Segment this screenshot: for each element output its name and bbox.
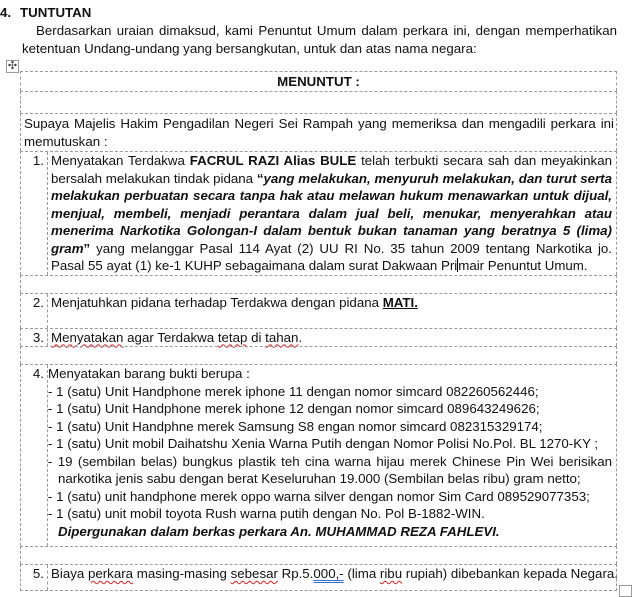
evidence-item: - 1 (satu) Unit Handphone merek iphone 12 dengan nomor simcard 089643249626; [48, 401, 540, 416]
table-move-handle-icon[interactable]: ✣ [7, 60, 18, 72]
quote-close: ” [83, 240, 91, 256]
item-1-lead: Menyatakan Terdakwa [51, 153, 190, 168]
table-resize-handle[interactable] [619, 585, 632, 597]
text-span: masing-masing [133, 566, 231, 581]
item-1-text [48, 152, 616, 275]
text-span: agar Terdakwa [123, 329, 218, 345]
evidence-item: - 1 (satu) unit mobil toyota Rush warna putih dengan No. Pol B-1882-WIN. [48, 506, 485, 521]
text-span: di [247, 329, 266, 345]
item-3-text [48, 329, 616, 347]
spell-word: Menyatakan [51, 329, 124, 345]
charge-text: yang melakukan, menyuruh melakukan, dan turut serta melakukan perbuatan secara tanpa hak atau melawan hukum menawarkan untuk dijual, menjual, membeli, menjadi perantara dalam jual beli, menukar, menyerahkan atau menerima Narkotika Golongan-I dalam bentuk bukan tanaman yang beratnya 5 (lima) gram [51, 170, 613, 256]
item-2-text [48, 294, 616, 328]
evidence-item: - 1 (satu) Unit mobil Daihatshu Xenia Warna Putih dengan Nomor Polisi No.Pol. BL 1270-KY ; [48, 436, 599, 451]
evidence-item: - 1 (satu) unit handphone merek oppo warna silver dengan nomor Sim Card 089529077353; [48, 488, 590, 504]
evidence-intro: Menyatakan barang bukti berupa : [48, 366, 250, 381]
evidence-item: - 1 (satu) Unit Handphone merek iphone 11 dengan nomor simcard 082260562446; [48, 383, 539, 399]
evidence-item: - 19 (sembilan belas) bungkus plastik teh cina warna hijau merek Chinese Pin Wei berisikan narkotika jenis sabu dengan berat Keseluruhan 19.000 (Sembilan belas ribu) gram netto; [48, 453, 612, 486]
evidence-usage: Dipergunakan dalam berkas perkara An. MUHAMMAD REZA FAHLEVI. [58, 523, 500, 539]
intro-text: Berdasarkan uraian dimaksud, kami Penuntut Umum dalam perkara ini, dengan memperhatikan ketentuan Undang-undang yang bersangkutan, untuk dan atas nama negara: [22, 23, 617, 56]
empty-row[interactable] [20, 275, 617, 293]
quote-open: “ [256, 170, 264, 186]
demands-table [20, 71, 617, 591]
preamble-cell[interactable] [20, 113, 617, 151]
item-number: 1. [21, 152, 48, 275]
demand-item-5[interactable] [20, 564, 617, 591]
spell-word: perkara [87, 566, 134, 581]
spell-word: tetap [217, 329, 248, 345]
intro-paragraph[interactable] [22, 22, 617, 57]
item-4-body [48, 365, 616, 546]
empty-row[interactable] [20, 346, 617, 364]
evidence-item: - 1 (satu) Unit Handphne merek Samsung S8 engan nomor simcard 082315329174; [48, 418, 543, 434]
demand-item-3[interactable] [20, 328, 617, 347]
empty-row[interactable] [20, 546, 617, 564]
section-title: TUNTUTAN [20, 5, 92, 20]
table-title: MENUNTUT : [277, 74, 360, 89]
spell-word: tahan [265, 329, 299, 345]
item-1-law: yang melanggar Pasal 114 Ayat (2) UU RI No. 35 tahun 2009 tentang Narkotika jo. Pasal 55 ayat (1) ke-1 KUHP sebagaimana dalam surat Dakwaan Pri [51, 240, 612, 273]
text-span: Rp.5. [277, 566, 314, 581]
item-number: 4. [21, 365, 48, 546]
table-title-cell[interactable] [20, 71, 617, 91]
text-span: rupiah) dibebankan kepada Negara. [402, 566, 618, 581]
demand-item-1[interactable] [20, 151, 617, 275]
demand-item-2[interactable] [20, 293, 617, 328]
item-1-end: mair Penuntut Umum. [458, 258, 588, 273]
demand-item-4[interactable] [20, 364, 617, 546]
section-number: 4. [0, 5, 12, 20]
grammar-flag-word: 000,- [313, 566, 344, 581]
preamble-text: Supaya Majelis Hakim Pengadilan Negeri Sei Rampah yang memeriksa dan mengadili perkara ini memutuskan : [24, 116, 614, 149]
text-span: Biaya [51, 566, 88, 581]
item-number: 3. [21, 329, 48, 347]
item-1-mid: telah terbukti secara sah dan meyakinkan bersalah melakukan tindak pidana [51, 153, 612, 186]
spell-word: sebesar [230, 566, 278, 581]
item-2-lead: Menjatuhkan pidana terhadap Terdakwa dengan pidana [51, 294, 383, 310]
item-5-text [48, 565, 622, 590]
item-number: 2. [21, 294, 48, 328]
text-span: . [298, 329, 303, 345]
sentence-text: MATI. [382, 294, 418, 310]
item-number: 5. [21, 565, 48, 590]
section-heading [0, 4, 91, 22]
empty-row[interactable] [20, 91, 617, 113]
text-span: (lima [343, 566, 380, 581]
defendant-name: FACRUL RAZI Alias BULE [189, 153, 357, 168]
spell-word: ribu [379, 566, 403, 581]
